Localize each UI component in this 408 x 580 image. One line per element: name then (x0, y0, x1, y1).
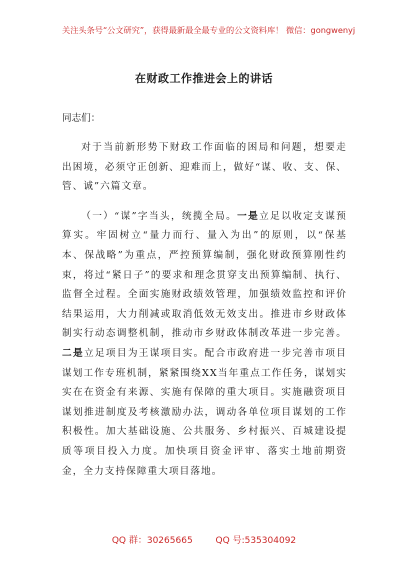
point-label-one: 一是 (237, 210, 260, 222)
document-body (62, 138, 347, 491)
paragraph-plan (62, 207, 347, 481)
document-title: 在财政工作推进会上的讲话 (135, 72, 273, 85)
salutation: 同志们： (62, 113, 101, 124)
paragraph-intro: 对于当前新形势下财政工作面临的困局和问题，想要走出困境，必须守正创新、迎难而上，做好“谋、收、支、保、管、诚”六篇文章。 (62, 142, 347, 193)
footer-qq-number: QQ 号:535304092 (215, 536, 297, 546)
point-label-two: 二是 (62, 347, 84, 359)
point-one-text: 立足以收定支谋预算实。牢固树立“量力而行、量入为出”的原则，以“保基本、保战略”为重点，严控预算编制，强化财政预算刚性约束，将过“紧日子”的要求和理念贯穿支出预算编制、执行、监督全过程。全面实施财政绩效管理，加强绩效监控和评价结果运用，大力削减或取消低效无效支出。推进市乡财政体制实行动态调整机制，推动市乡财政体制改革进一步完善。 (62, 210, 347, 340)
footer-qq-group: QQ 群：30265665 (111, 536, 193, 546)
point-two-text: 立足项目为王谋项目实。配合市政府进一步完善市项目谋划工作专班机制，紧紧围绕XX当年重点工作任务，谋划实实在在资金有来源、实施有保障的重大项目。实施融资项目谋划推进制度及考核激励办法，调动各单位项目谋划的工作积极性。加大基础设施、公共服务、乡村振兴、百城建设提质等项目投入力度。加快项目资金评审、落实土地前期资金，全力支持保障重大项目落地。 (62, 347, 347, 477)
section-heading: （一）“谋”字当头，统揽全局。 (81, 210, 238, 222)
footer-contact (0, 533, 408, 546)
header-promo-note: 关注头条号“公文研究”，获得最新最全最专业的公文资料库！ 微信：gongwenyj (62, 25, 356, 35)
